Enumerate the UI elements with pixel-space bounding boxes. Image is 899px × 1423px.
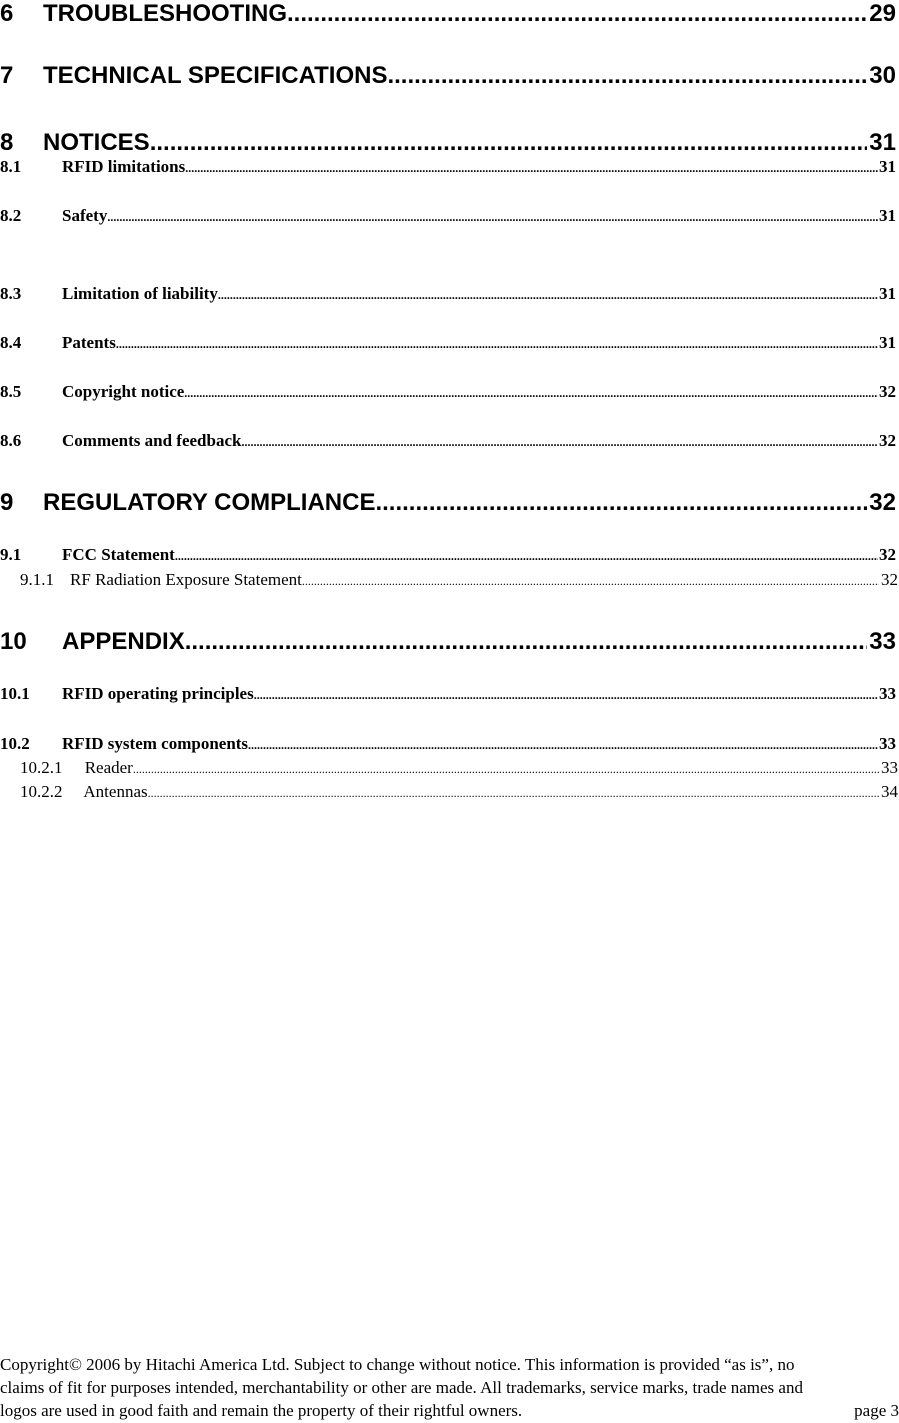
dot-leader xyxy=(148,786,879,801)
toc-title: Patents xyxy=(62,333,116,352)
toc-page: 32 xyxy=(879,382,896,401)
toc-entry[interactable] xyxy=(0,545,896,565)
toc-title: Limitation of liability xyxy=(62,284,218,303)
toc-title: TROUBLESHOOTING xyxy=(43,0,287,27)
dot-leader xyxy=(241,435,878,450)
toc-title: Comments and feedback xyxy=(62,431,242,450)
toc-number: 9.1.1 xyxy=(20,570,54,589)
toc-number: 10.1 xyxy=(0,684,30,703)
toc-page: 33 xyxy=(879,684,896,703)
toc-number: 10.2 xyxy=(0,734,30,753)
toc-page: 33 xyxy=(881,758,898,777)
toc-number: 10.2.2 xyxy=(20,782,63,801)
dot-leader xyxy=(254,688,878,703)
toc-entry[interactable] xyxy=(0,431,896,451)
dot-leader xyxy=(107,210,878,225)
toc-number: 9.1 xyxy=(0,545,22,564)
toc-page: 31 xyxy=(869,129,896,156)
toc-title: RF Radiation Exposure Statement xyxy=(70,570,302,589)
toc-page: 29 xyxy=(869,0,896,27)
toc-number: 8.6 xyxy=(0,431,22,450)
dot-leader xyxy=(184,386,878,401)
toc-title: Antennas xyxy=(83,782,148,801)
toc-number: 8.1 xyxy=(0,157,22,176)
toc-title: TECHNICAL SPECIFICATIONS xyxy=(43,62,388,89)
toc-title: RFID limitations xyxy=(62,157,186,176)
toc-entry[interactable] xyxy=(0,157,896,177)
dot-leader xyxy=(133,762,879,777)
toc-number: 10.2.1 xyxy=(20,758,63,777)
toc-page: 31 xyxy=(879,333,896,352)
dot-leader xyxy=(150,129,868,157)
toc-number: 7 xyxy=(0,62,14,89)
toc-title: REGULATORY COMPLIANCE xyxy=(43,489,376,516)
toc-page: 33 xyxy=(879,734,896,753)
toc-entry[interactable] xyxy=(0,570,898,590)
toc-page: 31 xyxy=(879,284,896,303)
toc-title: Safety xyxy=(62,206,108,225)
toc-number: 8.3 xyxy=(0,284,22,303)
toc-number: 8 xyxy=(0,129,14,156)
page-number: page 3 xyxy=(854,1401,899,1420)
toc-title: APPENDIX xyxy=(62,628,185,655)
dot-leader xyxy=(248,738,878,753)
toc-entry[interactable] xyxy=(0,62,896,90)
toc-entry[interactable] xyxy=(0,782,898,802)
toc-entry[interactable] xyxy=(0,129,896,157)
dot-leader xyxy=(387,62,867,90)
toc-entry[interactable] xyxy=(0,489,896,517)
dot-leader xyxy=(185,628,868,656)
toc-page: 34 xyxy=(881,782,898,801)
toc-number: 8.4 xyxy=(0,333,22,352)
dot-leader xyxy=(302,574,879,589)
footer-line: logos are used in good faith and remain the property of their rightful owners. xyxy=(0,1401,523,1420)
dot-leader xyxy=(185,161,878,176)
toc-page: 31 xyxy=(879,157,896,176)
toc-number: 8.5 xyxy=(0,382,22,401)
toc-title: Copyright notice xyxy=(62,382,185,401)
toc-page: 32 xyxy=(881,570,898,589)
toc-number: 10 xyxy=(0,628,27,655)
dot-leader xyxy=(375,489,867,517)
footer-last-row xyxy=(0,1399,899,1422)
toc-title: FCC Statement xyxy=(62,545,175,564)
dot-leader xyxy=(218,288,878,303)
toc-page: 32 xyxy=(869,489,896,516)
toc-page: 32 xyxy=(879,431,896,450)
toc-page: 32 xyxy=(879,545,896,564)
toc-number: 9 xyxy=(0,489,14,516)
toc-entry[interactable] xyxy=(0,382,896,402)
toc-title: RFID system components xyxy=(62,734,249,753)
toc-entry[interactable] xyxy=(0,333,896,353)
dot-leader xyxy=(175,549,878,564)
toc-entry[interactable] xyxy=(0,758,898,778)
toc-page: 31 xyxy=(879,206,896,225)
toc-entry[interactable] xyxy=(0,734,896,754)
toc-title: RFID operating principles xyxy=(62,684,254,703)
footer-line: claims of fit for purposes intended, merchantability or other are made. All trademarks, service marks, trade names and xyxy=(0,1378,803,1397)
toc-entry[interactable] xyxy=(0,206,896,226)
footer-line: Copyright© 2006 by Hitachi America Ltd. Subject to change without notice. This information is provided “as is”, no xyxy=(0,1355,795,1374)
toc-entry[interactable] xyxy=(0,684,896,704)
toc-title: NOTICES xyxy=(43,129,150,156)
toc-page: 30 xyxy=(869,62,896,89)
dot-leader xyxy=(116,337,878,352)
toc-entry[interactable] xyxy=(0,284,896,304)
toc-number: 8.2 xyxy=(0,206,22,225)
toc-entry[interactable] xyxy=(0,628,896,656)
dot-leader xyxy=(287,0,867,28)
toc-page: 33 xyxy=(869,628,896,655)
toc-number: 6 xyxy=(0,0,14,27)
copyright-footer xyxy=(0,1353,899,1422)
toc-title: Reader xyxy=(84,758,133,777)
toc-entry[interactable] xyxy=(0,0,896,28)
